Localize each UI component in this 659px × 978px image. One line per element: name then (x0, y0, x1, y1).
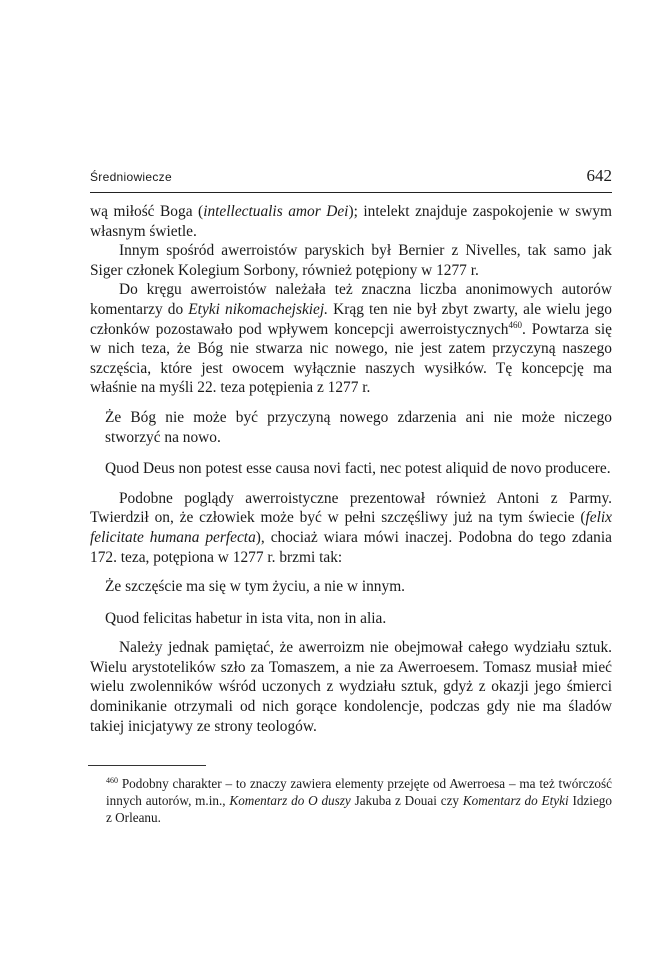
block-quote (105, 408, 612, 479)
text-run: Jakuba z Douai czy (350, 793, 463, 808)
text-run: Podobne poglądy awerroistyczne prezentował również Antoni z Parmy. Twierdził on, że człowiek może być w pełni szczęśliwy już na tym świecie ( (90, 489, 612, 527)
paragraph (90, 638, 612, 736)
quote-polish: Że szczęście ma się w tym życiu, a nie w innym. (105, 578, 406, 596)
italic-title: intellectualis amor Dei (203, 203, 349, 220)
running-title: Średniowiecze (90, 170, 172, 184)
italic-title: felix felicitate humana perfecta (90, 509, 612, 546)
text-run: Krąg ten nie był zbyt zwarty, ale wielu jego członków pozostawało pod wpływem koncepcji awerroistycznych (90, 300, 612, 338)
text-run: Do kręgu awerroistów należała też znaczna liczba anonimowych autorów komentarzy do (90, 281, 612, 318)
quote-latin: Quod Deus non potest esse causa novi facti, nec potest aliquid de novo producere. (105, 460, 611, 478)
footnote-ref: 460 (508, 319, 522, 330)
running-header (90, 166, 612, 193)
text-run: . Powtarza się w nich teza, że Bóg nie stwarza nic nowego, nie jest zatem przyczyną naszego szczęścia, które jest owocem wyłącznie naszych wysiłków. Tę koncepcję ma właśnie na myśli 22. teza potępienia z 1277 r. (90, 320, 612, 397)
italic-title: Komentarz do Etyki (462, 793, 569, 808)
quote-latin: Quod felicitas habetur in ista vita, non in alia. (105, 609, 387, 627)
text-run: Innym spośród awerroistów paryskich był Bernier z Nivelles, tak samo jak Siger członek Kolegium Sorbony, również potępiony w 1277 r. (90, 242, 612, 279)
italic-title: Komentarz do O duszy (229, 793, 351, 808)
quote-polish: Że Bóg nie może być przyczyną nowego zdarzenia ani nie może niczego stworzyć na nowo. (105, 408, 612, 446)
page-number: 642 (586, 166, 612, 185)
footnote-460 (106, 775, 612, 826)
paragraph (90, 202, 612, 241)
block-quote (105, 577, 612, 628)
main-text (90, 202, 612, 736)
paragraph (90, 241, 612, 280)
footnote-separator (88, 765, 206, 766)
paragraph (90, 280, 612, 398)
italic-title: Etyki nikomachejskiej. (188, 300, 329, 318)
text-run: wą miłość Boga ( (90, 203, 204, 220)
text-run: Idziego z Orleanu. (106, 793, 612, 825)
text-run: Należy jednak pamiętać, że awerroizm nie obejmował całego wydziału sztuk. Wielu arystotelików szło za Tomaszem, a nie za Awerroesem. Tomasz musiał mieć wielu zwolenników wśród uczonych z wydziału sztuk, gdyż z okazji jego śmierci dominikanie otrzymali od nich gorące kondolencje, podczas gdy nie ma śladów takiej inicjatywy ze strony teologów. (90, 639, 612, 735)
text-run: Podobny charakter – to znaczy zawiera elementy przejęte od Awerroesa – ma też twórczość innych autorów, m.in., (106, 776, 612, 808)
text-run: ), chociaż wiara mówi inaczej. Podobna do tego zdania 172. teza, potępiona w 1277 r. brzmi tak: (90, 528, 612, 566)
footnote-number: 460 (106, 776, 118, 785)
paragraph (90, 489, 612, 567)
text-run: ); intelekt znajduje zaspokojenie w swym własnym świetle. (90, 203, 613, 240)
